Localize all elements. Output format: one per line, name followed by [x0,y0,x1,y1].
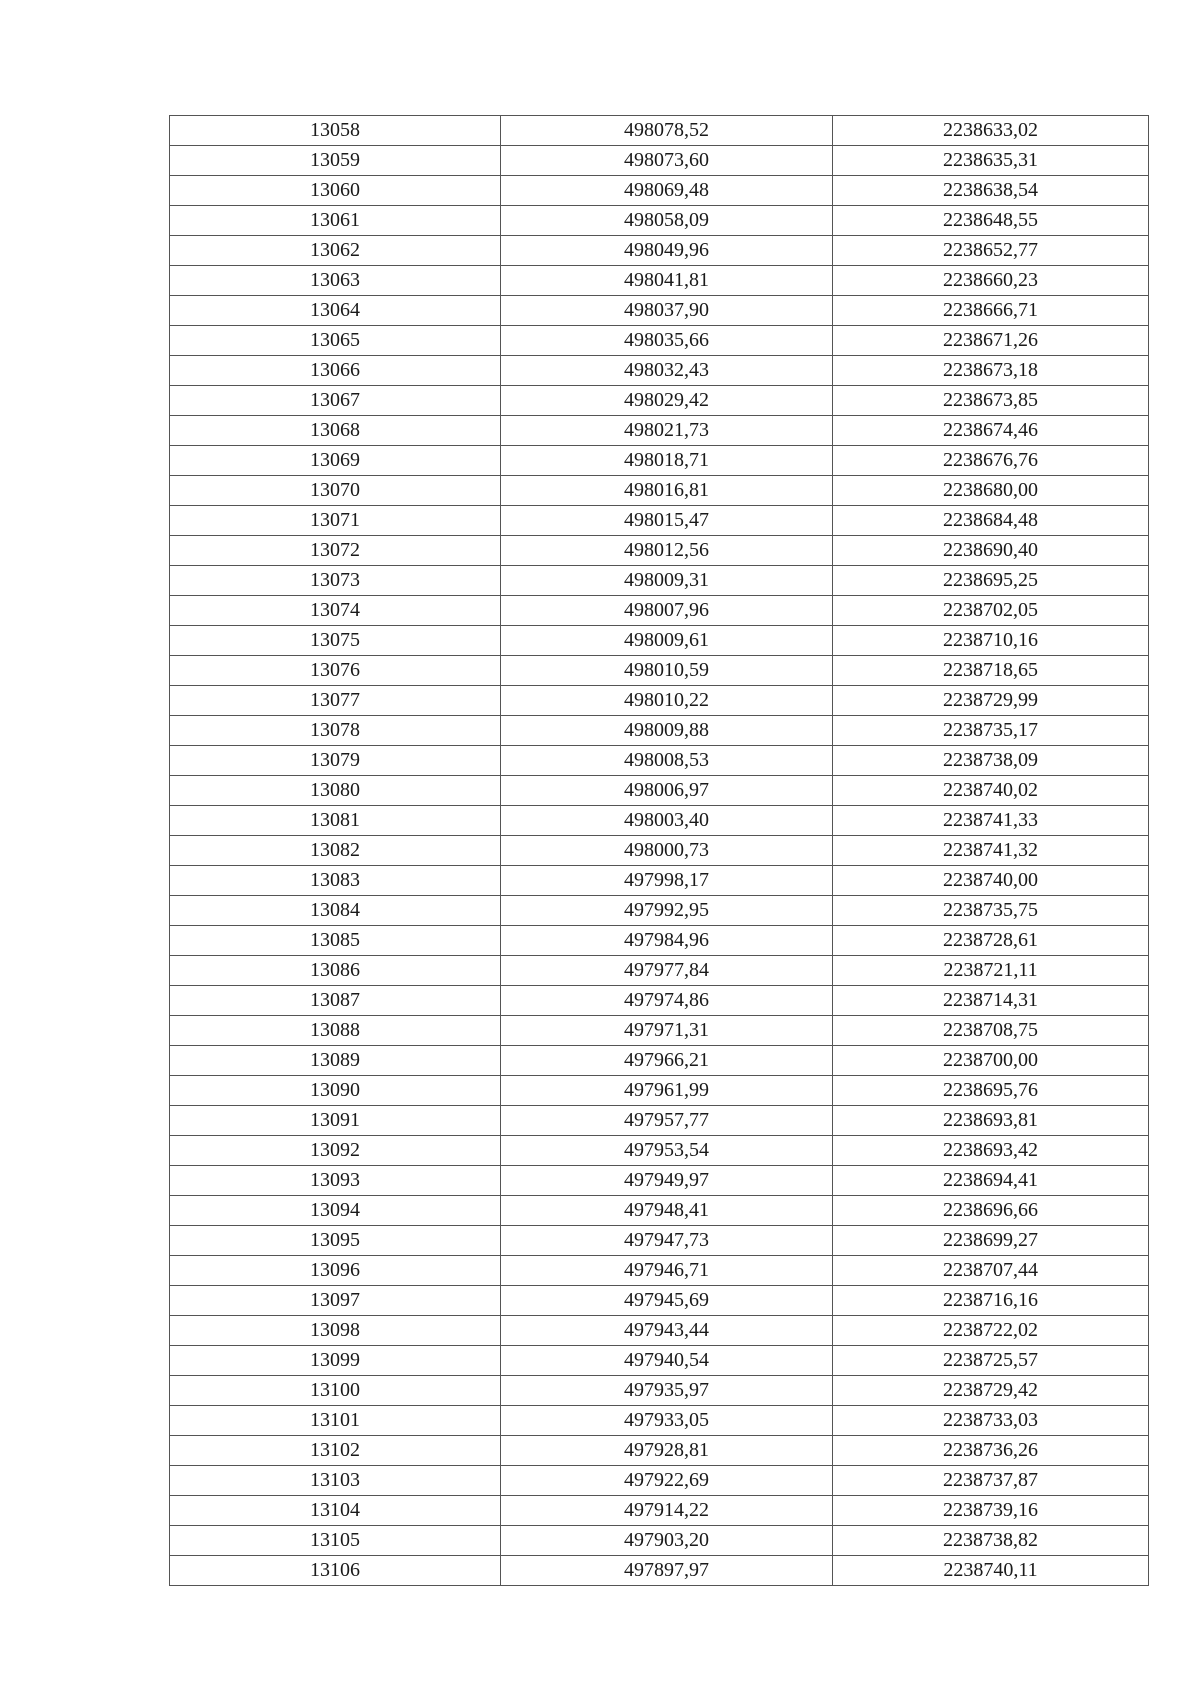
y-coordinate-cell: 2238714,31 [833,986,1149,1016]
y-coordinate-cell: 2238633,02 [833,116,1149,146]
x-coordinate-cell: 497914,22 [501,1496,833,1526]
table-row [170,176,1149,206]
x-coordinate-cell: 497943,44 [501,1316,833,1346]
x-coordinate-cell: 498006,97 [501,776,833,806]
y-coordinate-cell: 2238738,09 [833,746,1149,776]
y-coordinate-cell: 2238695,25 [833,566,1149,596]
table-row [170,446,1149,476]
point-number-cell: 13070 [170,476,501,506]
y-coordinate-cell: 2238690,40 [833,536,1149,566]
x-coordinate-cell: 498000,73 [501,836,833,866]
x-coordinate-cell: 497946,71 [501,1256,833,1286]
x-coordinate-cell: 497966,21 [501,1046,833,1076]
y-coordinate-cell: 2238728,61 [833,926,1149,956]
table-row [170,806,1149,836]
y-coordinate-cell: 2238673,85 [833,386,1149,416]
x-coordinate-cell: 498049,96 [501,236,833,266]
point-number-cell: 13103 [170,1466,501,1496]
y-coordinate-cell: 2238729,42 [833,1376,1149,1406]
x-coordinate-cell: 498069,48 [501,176,833,206]
y-coordinate-cell: 2238725,57 [833,1346,1149,1376]
point-number-cell: 13069 [170,446,501,476]
point-number-cell: 13062 [170,236,501,266]
table-row [170,536,1149,566]
y-coordinate-cell: 2238674,46 [833,416,1149,446]
x-coordinate-cell: 497940,54 [501,1346,833,1376]
y-coordinate-cell: 2238680,00 [833,476,1149,506]
table-row [170,1346,1149,1376]
point-number-cell: 13105 [170,1526,501,1556]
y-coordinate-cell: 2238740,02 [833,776,1149,806]
point-number-cell: 13099 [170,1346,501,1376]
y-coordinate-cell: 2238676,76 [833,446,1149,476]
table-row [170,776,1149,806]
x-coordinate-cell: 498009,88 [501,716,833,746]
x-coordinate-cell: 497998,17 [501,866,833,896]
y-coordinate-cell: 2238666,71 [833,296,1149,326]
x-coordinate-cell: 497953,54 [501,1136,833,1166]
y-coordinate-cell: 2238721,11 [833,956,1149,986]
x-coordinate-cell: 497977,84 [501,956,833,986]
point-number-cell: 13066 [170,356,501,386]
y-coordinate-cell: 2238694,41 [833,1166,1149,1196]
point-number-cell: 13093 [170,1166,501,1196]
x-coordinate-cell: 497948,41 [501,1196,833,1226]
point-number-cell: 13058 [170,116,501,146]
table-row [170,1166,1149,1196]
x-coordinate-cell: 497935,97 [501,1376,833,1406]
table-row [170,236,1149,266]
table-row [170,326,1149,356]
x-coordinate-cell: 498029,42 [501,386,833,416]
table-row [170,266,1149,296]
point-number-cell: 13104 [170,1496,501,1526]
x-coordinate-cell: 497928,81 [501,1436,833,1466]
y-coordinate-cell: 2238718,65 [833,656,1149,686]
x-coordinate-cell: 498032,43 [501,356,833,386]
x-coordinate-cell: 498078,52 [501,116,833,146]
x-coordinate-cell: 498035,66 [501,326,833,356]
x-coordinate-cell: 497961,99 [501,1076,833,1106]
table-row [170,716,1149,746]
point-number-cell: 13088 [170,1016,501,1046]
point-number-cell: 13084 [170,896,501,926]
point-number-cell: 13097 [170,1286,501,1316]
table-row [170,206,1149,236]
table-row [170,416,1149,446]
y-coordinate-cell: 2238737,87 [833,1466,1149,1496]
table-row [170,986,1149,1016]
point-number-cell: 13078 [170,716,501,746]
table-row [170,596,1149,626]
y-coordinate-cell: 2238648,55 [833,206,1149,236]
y-coordinate-cell: 2238652,77 [833,236,1149,266]
x-coordinate-cell: 497992,95 [501,896,833,926]
y-coordinate-cell: 2238740,00 [833,866,1149,896]
y-coordinate-cell: 2238684,48 [833,506,1149,536]
point-number-cell: 13090 [170,1076,501,1106]
y-coordinate-cell: 2238736,26 [833,1436,1149,1466]
x-coordinate-cell: 497957,77 [501,1106,833,1136]
table-row [170,1466,1149,1496]
x-coordinate-cell: 498041,81 [501,266,833,296]
table-row [170,506,1149,536]
table-row [170,386,1149,416]
point-number-cell: 13091 [170,1106,501,1136]
point-number-cell: 13100 [170,1376,501,1406]
x-coordinate-cell: 498021,73 [501,416,833,446]
point-number-cell: 13086 [170,956,501,986]
point-number-cell: 13096 [170,1256,501,1286]
point-number-cell: 13072 [170,536,501,566]
y-coordinate-cell: 2238660,23 [833,266,1149,296]
x-coordinate-cell: 497971,31 [501,1016,833,1046]
y-coordinate-cell: 2238710,16 [833,626,1149,656]
point-number-cell: 13106 [170,1556,501,1586]
point-number-cell: 13063 [170,266,501,296]
table-row [170,686,1149,716]
y-coordinate-cell: 2238635,31 [833,146,1149,176]
y-coordinate-cell: 2238695,76 [833,1076,1149,1106]
table-row [170,956,1149,986]
point-number-cell: 13089 [170,1046,501,1076]
table-row [170,1376,1149,1406]
point-number-cell: 13068 [170,416,501,446]
x-coordinate-cell: 498009,31 [501,566,833,596]
table-row [170,1316,1149,1346]
table-row [170,296,1149,326]
point-number-cell: 13065 [170,326,501,356]
point-number-cell: 13082 [170,836,501,866]
y-coordinate-cell: 2238696,66 [833,1196,1149,1226]
point-number-cell: 13061 [170,206,501,236]
x-coordinate-cell: 497933,05 [501,1406,833,1436]
x-coordinate-cell: 498037,90 [501,296,833,326]
table-row [170,656,1149,686]
point-number-cell: 13101 [170,1406,501,1436]
table-row [170,626,1149,656]
table-row [170,1016,1149,1046]
table-row [170,476,1149,506]
y-coordinate-cell: 2238708,75 [833,1016,1149,1046]
y-coordinate-cell: 2238693,42 [833,1136,1149,1166]
y-coordinate-cell: 2238735,75 [833,896,1149,926]
y-coordinate-cell: 2238693,81 [833,1106,1149,1136]
table-row [170,1256,1149,1286]
coordinates-table-body [170,116,1149,1586]
point-number-cell: 13060 [170,176,501,206]
coordinates-table [169,115,1149,1586]
y-coordinate-cell: 2238740,11 [833,1556,1149,1586]
table-row [170,1526,1149,1556]
point-number-cell: 13094 [170,1196,501,1226]
point-number-cell: 13095 [170,1226,501,1256]
table-row [170,146,1149,176]
y-coordinate-cell: 2238700,00 [833,1046,1149,1076]
x-coordinate-cell: 498010,59 [501,656,833,686]
point-number-cell: 13076 [170,656,501,686]
table-row [170,746,1149,776]
point-number-cell: 13081 [170,806,501,836]
table-row [170,356,1149,386]
x-coordinate-cell: 497922,69 [501,1466,833,1496]
y-coordinate-cell: 2238729,99 [833,686,1149,716]
x-coordinate-cell: 498018,71 [501,446,833,476]
point-number-cell: 13074 [170,596,501,626]
x-coordinate-cell: 498007,96 [501,596,833,626]
point-number-cell: 13085 [170,926,501,956]
y-coordinate-cell: 2238702,05 [833,596,1149,626]
y-coordinate-cell: 2238733,03 [833,1406,1149,1436]
table-row [170,1436,1149,1466]
point-number-cell: 13064 [170,296,501,326]
point-number-cell: 13067 [170,386,501,416]
table-row [170,1196,1149,1226]
x-coordinate-cell: 498012,56 [501,536,833,566]
x-coordinate-cell: 497945,69 [501,1286,833,1316]
y-coordinate-cell: 2238741,33 [833,806,1149,836]
table-row [170,1046,1149,1076]
x-coordinate-cell: 498016,81 [501,476,833,506]
table-row [170,1076,1149,1106]
point-number-cell: 13073 [170,566,501,596]
table-row [170,116,1149,146]
y-coordinate-cell: 2238738,82 [833,1526,1149,1556]
y-coordinate-cell: 2238707,44 [833,1256,1149,1286]
x-coordinate-cell: 497897,97 [501,1556,833,1586]
x-coordinate-cell: 498009,61 [501,626,833,656]
point-number-cell: 13079 [170,746,501,776]
y-coordinate-cell: 2238735,17 [833,716,1149,746]
y-coordinate-cell: 2238638,54 [833,176,1149,206]
point-number-cell: 13098 [170,1316,501,1346]
table-row [170,1406,1149,1436]
y-coordinate-cell: 2238739,16 [833,1496,1149,1526]
x-coordinate-cell: 497947,73 [501,1226,833,1256]
table-row [170,836,1149,866]
table-row [170,1106,1149,1136]
table-row [170,866,1149,896]
x-coordinate-cell: 498015,47 [501,506,833,536]
point-number-cell: 13092 [170,1136,501,1166]
table-row [170,1226,1149,1256]
y-coordinate-cell: 2238699,27 [833,1226,1149,1256]
x-coordinate-cell: 498058,09 [501,206,833,236]
x-coordinate-cell: 498073,60 [501,146,833,176]
point-number-cell: 13059 [170,146,501,176]
x-coordinate-cell: 497984,96 [501,926,833,956]
table-row [170,566,1149,596]
point-number-cell: 13102 [170,1436,501,1466]
x-coordinate-cell: 498010,22 [501,686,833,716]
x-coordinate-cell: 497949,97 [501,1166,833,1196]
y-coordinate-cell: 2238716,16 [833,1286,1149,1316]
point-number-cell: 13071 [170,506,501,536]
point-number-cell: 13087 [170,986,501,1016]
point-number-cell: 13075 [170,626,501,656]
table-row [170,1136,1149,1166]
table-row [170,1556,1149,1586]
point-number-cell: 13077 [170,686,501,716]
table-row [170,896,1149,926]
table-row [170,1496,1149,1526]
x-coordinate-cell: 498008,53 [501,746,833,776]
table-row [170,926,1149,956]
x-coordinate-cell: 497974,86 [501,986,833,1016]
point-number-cell: 13083 [170,866,501,896]
table-row [170,1286,1149,1316]
y-coordinate-cell: 2238673,18 [833,356,1149,386]
x-coordinate-cell: 498003,40 [501,806,833,836]
point-number-cell: 13080 [170,776,501,806]
y-coordinate-cell: 2238722,02 [833,1316,1149,1346]
y-coordinate-cell: 2238671,26 [833,326,1149,356]
y-coordinate-cell: 2238741,32 [833,836,1149,866]
x-coordinate-cell: 497903,20 [501,1526,833,1556]
